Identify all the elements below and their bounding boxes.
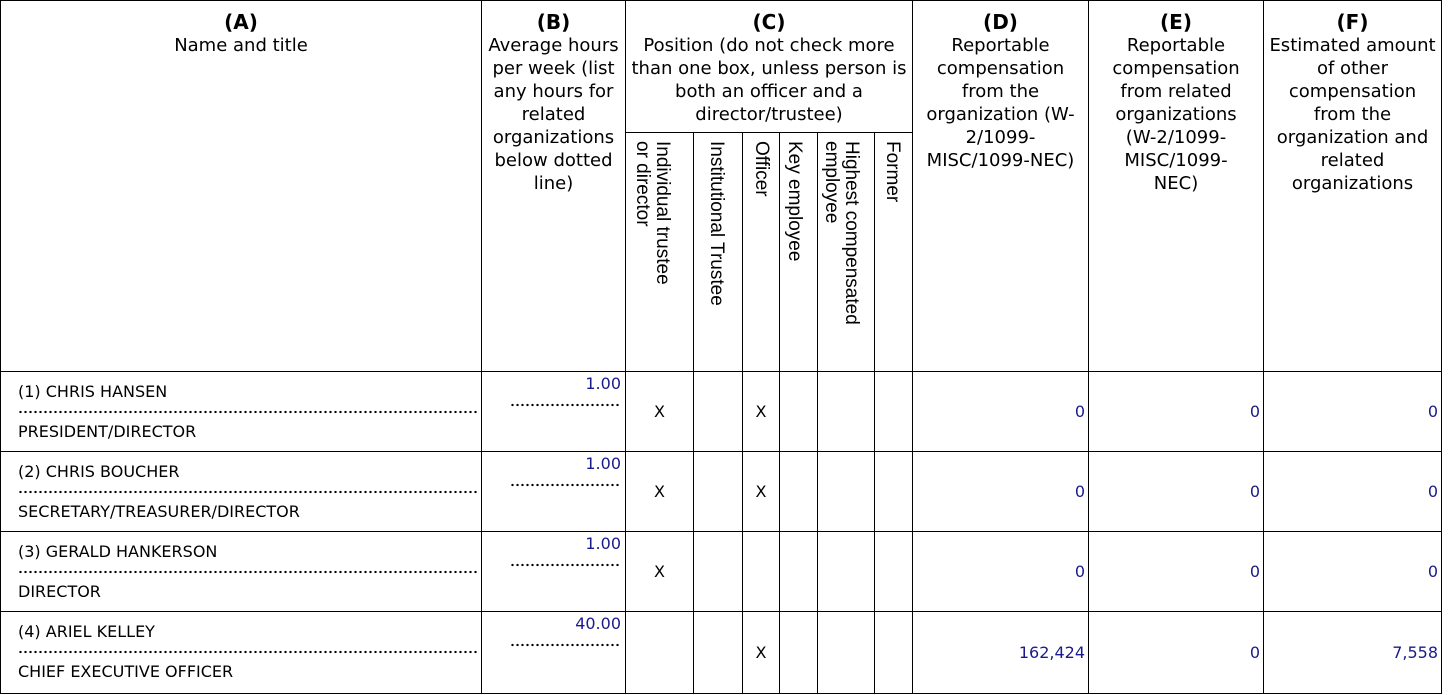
- person-title: CHIEF EXECUTIVE OFFICER: [18, 662, 234, 681]
- reportable-related-value: 0: [1089, 532, 1264, 612]
- person-name: (2) CHRIS BOUCHER: [18, 462, 180, 481]
- check-highest-compensated: [818, 532, 875, 612]
- position-col-key-employee: Key employee: [780, 133, 818, 372]
- hours-value: 1.00: [585, 374, 621, 393]
- check-former: [875, 452, 913, 532]
- dotted-line: [18, 489, 477, 495]
- check-officer: X: [743, 372, 780, 452]
- reportable-org-value: 0: [913, 532, 1089, 612]
- header-position: [626, 1, 913, 133]
- check-institutional-trustee: [694, 612, 743, 694]
- person-name: (4) ARIEL KELLEY: [18, 622, 155, 641]
- header-reportable-related: [1089, 1, 1264, 372]
- header-d-letter: (D): [983, 10, 1018, 34]
- check-officer: X: [743, 452, 780, 532]
- dotted-line: [18, 409, 477, 415]
- check-institutional-trustee: [694, 452, 743, 532]
- hours-value: 40.00: [575, 614, 621, 633]
- check-key-employee: [780, 532, 818, 612]
- header-b-letter: (B): [536, 10, 571, 34]
- dotted-line: [18, 569, 477, 575]
- check-key-employee: [780, 372, 818, 452]
- header-f-text: Estimated amount of other compensation from the organization and related organizations: [1269, 35, 1436, 194]
- name-cell: [1, 452, 482, 532]
- header-other-compensation: [1264, 1, 1442, 372]
- table-row: [1, 452, 1442, 532]
- dotted-line: [510, 642, 620, 648]
- check-individual-trustee: [626, 612, 694, 694]
- header-e-text: Reportable compensation from related organizations (W-2/1099-MISC/1099-NEC): [1112, 35, 1240, 194]
- position-col-former: Former: [875, 133, 913, 372]
- dotted-line: [510, 562, 620, 568]
- reportable-org-value: 0: [913, 452, 1089, 532]
- check-key-employee: [780, 612, 818, 694]
- header-b-text: Average hours per week (list any hours for related organizations below dotted line): [488, 35, 619, 194]
- reportable-related-value: 0: [1089, 452, 1264, 532]
- other-compensation-value: 0: [1264, 372, 1442, 452]
- header-reportable-org: [913, 1, 1089, 372]
- table-row: [1, 612, 1442, 694]
- check-highest-compensated: [818, 372, 875, 452]
- person-name: (1) CHRIS HANSEN: [18, 382, 168, 401]
- header-f-letter: (F): [1336, 10, 1369, 34]
- other-compensation-value: 0: [1264, 452, 1442, 532]
- header-a-text: Name and title: [174, 35, 308, 56]
- check-highest-compensated: [818, 452, 875, 532]
- dotted-line: [510, 482, 620, 488]
- header-e-letter: (E): [1160, 10, 1192, 34]
- position-col-highest-compensated: Highest compensated employee: [818, 133, 875, 372]
- hours-cell: [482, 452, 626, 532]
- person-title: DIRECTOR: [18, 582, 101, 601]
- table-row: [1, 532, 1442, 612]
- position-col-officer: Officer: [743, 133, 780, 372]
- name-cell: [1, 532, 482, 612]
- hours-value: 1.00: [585, 534, 621, 553]
- check-key-employee: [780, 452, 818, 532]
- other-compensation-value: 0: [1264, 532, 1442, 612]
- hours-cell: [482, 612, 626, 694]
- check-former: [875, 612, 913, 694]
- other-compensation-value: 7,558: [1264, 612, 1442, 694]
- header-c-text: Position (do not check more than one box, unless person is both an officer and a director/trustee): [631, 35, 907, 125]
- position-col-individual-trustee: Individual trustee or director: [626, 133, 694, 372]
- hours-value: 1.00: [585, 454, 621, 473]
- check-officer: [743, 532, 780, 612]
- reportable-org-value: 162,424: [913, 612, 1089, 694]
- check-institutional-trustee: [694, 372, 743, 452]
- name-cell: [1, 372, 482, 452]
- header-d-text: Reportable compensation from the organization (W-2/1099-MISC/1099-NEC): [926, 35, 1075, 171]
- hours-cell: [482, 532, 626, 612]
- hours-cell: [482, 372, 626, 452]
- check-individual-trustee: X: [626, 452, 694, 532]
- dotted-line: [18, 649, 477, 655]
- header-name-title: [1, 1, 482, 372]
- reportable-related-value: 0: [1089, 372, 1264, 452]
- position-col-institutional-trustee: Institutional Trustee: [694, 133, 743, 372]
- check-institutional-trustee: [694, 532, 743, 612]
- header-hours: [482, 1, 626, 372]
- check-former: [875, 532, 913, 612]
- person-name: (3) GERALD HANKERSON: [18, 542, 218, 561]
- name-cell: [1, 612, 482, 694]
- check-individual-trustee: X: [626, 532, 694, 612]
- table-row: [1, 372, 1442, 452]
- reportable-org-value: 0: [913, 372, 1089, 452]
- check-individual-trustee: X: [626, 372, 694, 452]
- person-title: SECRETARY/TREASURER/DIRECTOR: [18, 502, 300, 521]
- check-former: [875, 372, 913, 452]
- header-a-letter: (A): [224, 10, 258, 34]
- check-officer: X: [743, 612, 780, 694]
- person-title: PRESIDENT/DIRECTOR: [18, 422, 197, 441]
- reportable-related-value: 0: [1089, 612, 1264, 694]
- check-highest-compensated: [818, 612, 875, 694]
- dotted-line: [510, 402, 620, 408]
- header-c-letter: (C): [752, 10, 786, 34]
